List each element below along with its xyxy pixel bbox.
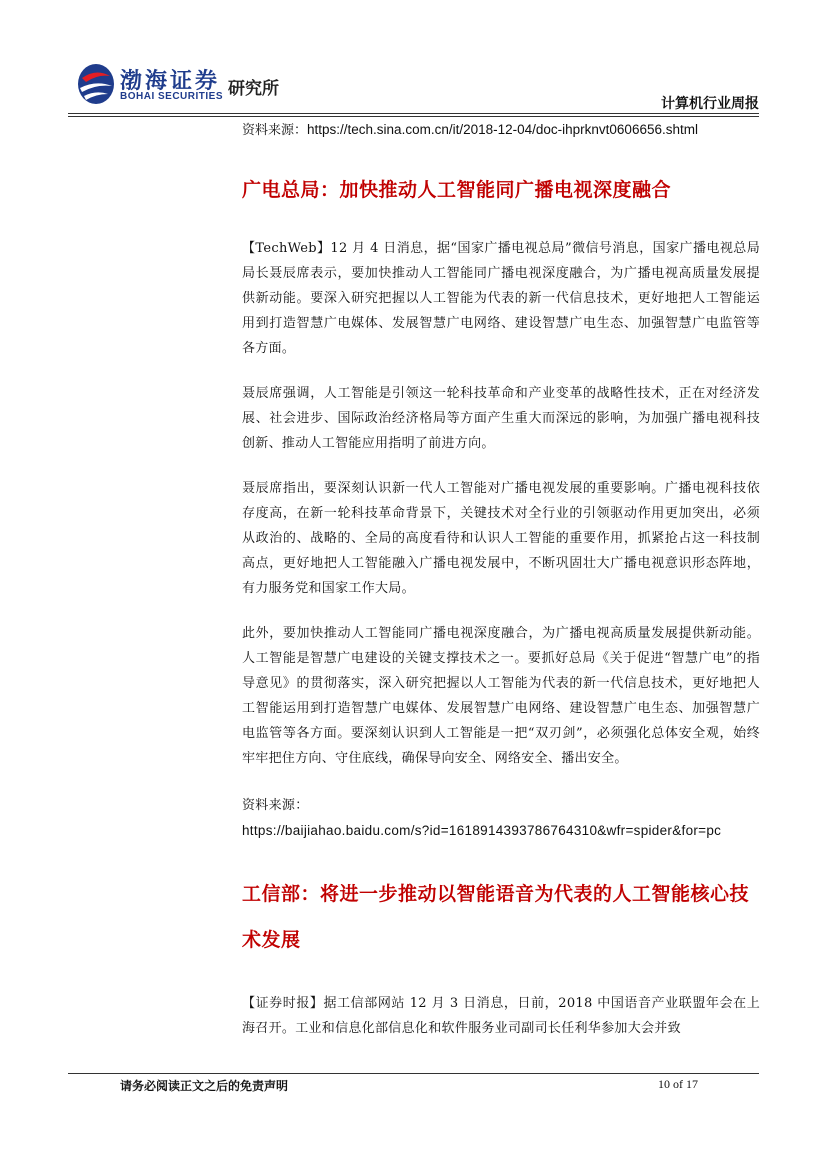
report-type: 计算机行业周报	[661, 96, 759, 112]
paragraph: 【TechWeb】12 月 4 日消息，据“国家广播电视总局”微信号消息，国家广播电视总局局长聂辰席表示，要加快推动人工智能同广播电视深度融合，为广播电视高质量发展提供新动能。要深入研究把握以人工智能为代表的新一代信息技术，更好地把人工智能运用到打造智慧广电媒体、发展智慧广电网络、建设智慧广电生态、加强智慧广电监管等各方面。	[242, 241, 760, 356]
bohai-logo-icon	[76, 62, 116, 106]
source-label: 资料来源：	[242, 798, 309, 813]
logo-chinese-name: 渤海证券	[120, 69, 221, 94]
paragraph: 聂辰席指出，要深刻认识新一代人工智能对广播电视发展的重要影响。广播电视科技依存度高，在新一轮科技革命背景下，关键技术对全行业的引领驱动作用更加突出，必须从政治的、战略的、全局的高度看待和认识人工智能的重要作用，抓紧抢占这一科技制高点，更好地把人工智能融入广播电视发展中，不断巩固壮大广播电视意识形态阵地，有力服务党和国家工作大局。	[242, 481, 760, 596]
paragraph: 【证券时报】据工信部网站 12 月 3 日消息，日前，2018 中国语音产业联盟年会在上海召开。工业和信息化部信息化和软件服务业司副司长任利华参加大会并致	[242, 996, 760, 1036]
disclaimer-note: 请务必阅读正文之后的免责声明	[120, 1079, 289, 1093]
header-divider	[68, 113, 759, 114]
source-label: 资料来源：	[242, 123, 308, 138]
source-line	[242, 120, 760, 141]
institute-label: 研究所	[228, 79, 279, 99]
logo-english-name: BOHAI SECURITIES	[120, 91, 224, 102]
source-url[interactable]: https://baijiahao.baidu.com/s?id=1618914393786764310&wfr=spider&for=pc	[242, 823, 722, 838]
footer-divider	[68, 1073, 759, 1074]
page-number: 10 of 17	[658, 1077, 698, 1091]
article-body	[242, 118, 760, 1041]
page-header	[0, 0, 827, 118]
section-title: 工信部：将进一步推动以智能语音为代表的人工智能核心技术发展	[242, 883, 750, 951]
paragraph: 此外，要加快推动人工智能同广播电视深度融合，为广播电视高质量发展提供新动能。人工智能是智慧广电建设的关键支撑技术之一。要抓好总局《关于促进“智慧广电”的指导意见》的贯彻落实，深入研究把握以人工智能为代表的新一代信息技术，更好地把人工智能运用到打造智慧广电媒体、发展智慧广电网络、建设智慧广电生态、加强智慧广电监管等各方面。要深刻认识到人工智能是一把“双刃剑”，必须强化总体安全观，始终牢牢把住方向、守住底线，确保导向安全、网络安全、播出安全。	[242, 626, 760, 766]
source-url[interactable]: https://tech.sina.com.cn/it/2018-12-04/doc-ihprknvt0606656.shtml	[307, 122, 698, 137]
paragraph: 聂辰席强调，人工智能是引领这一轮科技革命和产业变革的战略性技术，正在对经济发展、社会进步、国际政治经济格局等方面产生重大而深远的影响，为加强广播电视科技创新、推动人工智能应用指明了前进方向。	[242, 386, 760, 451]
header-divider-secondary	[68, 116, 759, 117]
section-title: 广电总局：加快推动人工智能同广播电视深度融合	[242, 179, 672, 201]
